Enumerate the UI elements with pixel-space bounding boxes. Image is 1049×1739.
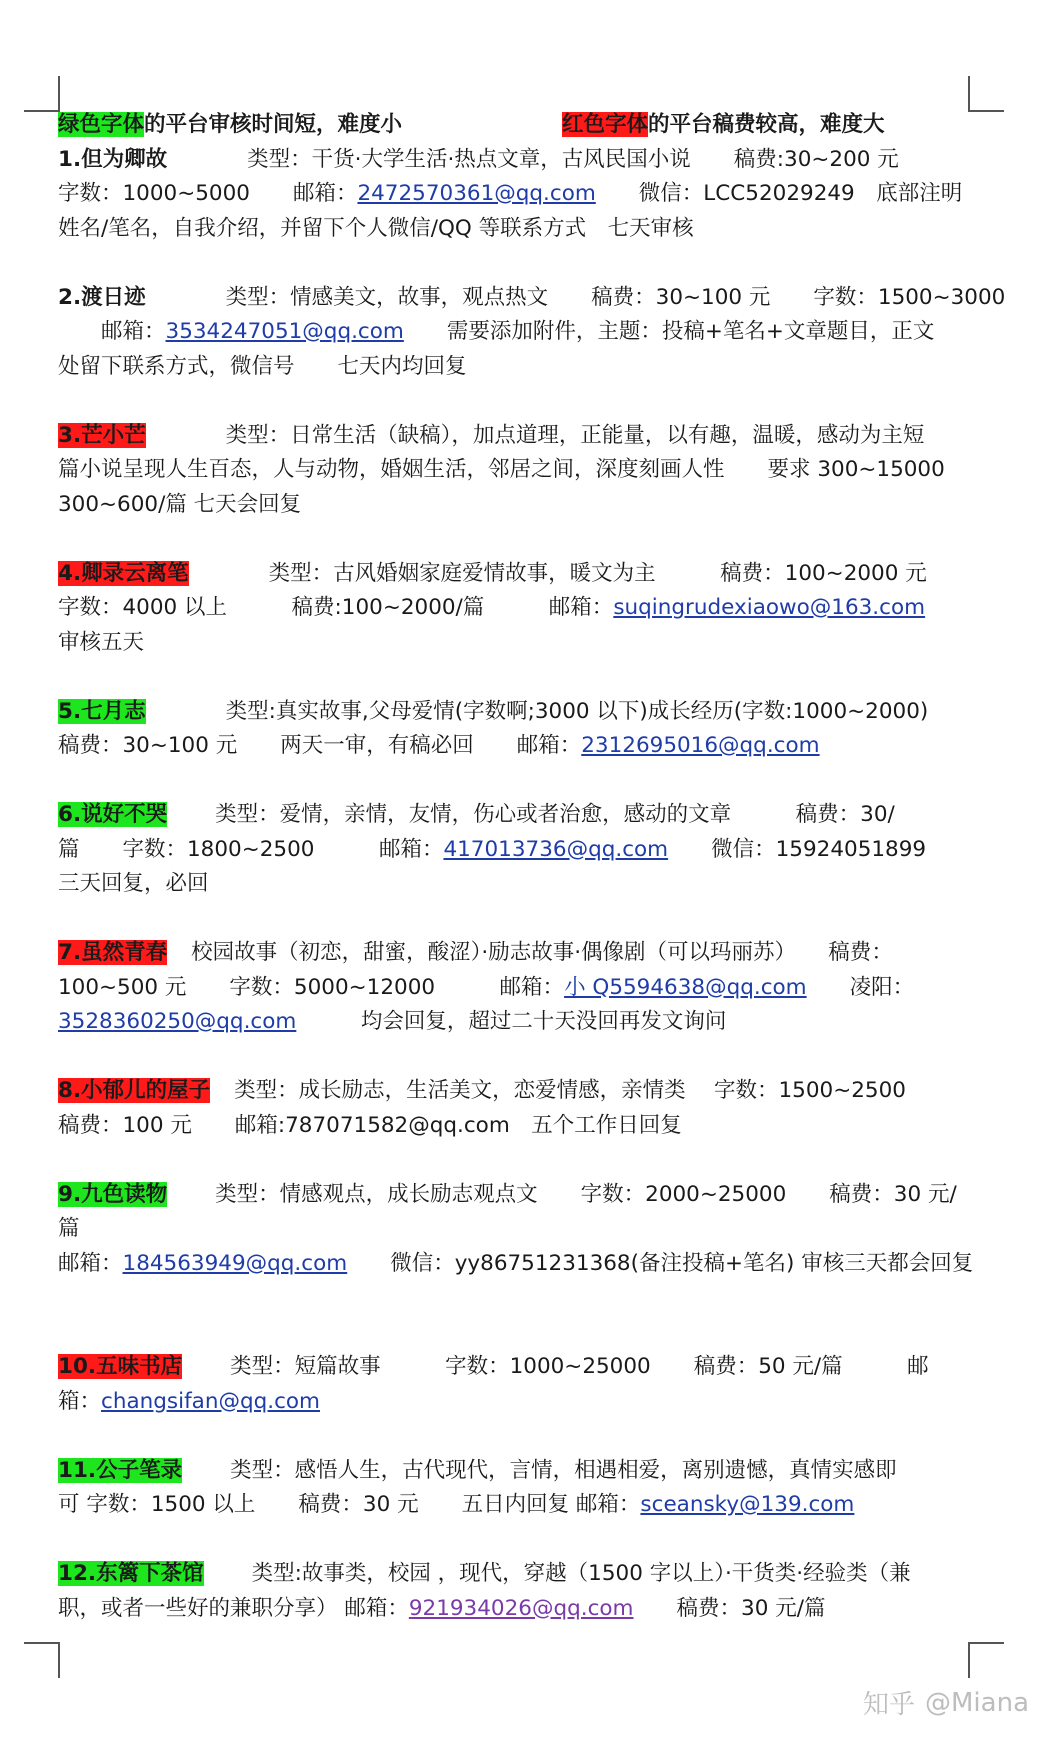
entry-line: 稿费：100 元 邮箱:787071582@qq.com 五个工作日回复: [58, 1112, 682, 1138]
entry-line: 均会回复，超过二十天没回再发文询问: [296, 1009, 727, 1034]
corner-mark-top-left: [24, 76, 60, 112]
entry-line: 邮箱：: [58, 1250, 123, 1276]
entry-line: 300~600/篇 七天会回复: [58, 491, 302, 517]
entry-line: 微信：yy86751231368(备注投稿+笔名) 审核三天都会回复: [347, 1250, 974, 1276]
entry-title: 9.九色读物: [58, 1181, 168, 1207]
entry-9: [58, 1178, 972, 1282]
entry-8: [58, 1074, 972, 1143]
watermark-site: 知乎: [862, 1690, 915, 1720]
entry-10: [58, 1350, 972, 1419]
entry-line: 类型：爱情，亲情，友情，伤心或者治愈，感动的文章 稿费：30/: [215, 802, 895, 827]
entry-title: 2.渡日迹: [58, 284, 146, 310]
entry-4: [58, 557, 972, 661]
entry-line: 需要添加附件，主题：投稿+笔名+文章题目，正文: [403, 319, 935, 344]
entry-line: 稿费：30 元/篇: [633, 1595, 826, 1621]
entry-line: 100~500 元 字数：5000~12000 邮箱：: [58, 974, 565, 1000]
email-link[interactable]: 417013736@qq.com: [443, 836, 669, 862]
entry-line: 处留下联系方式，微信号 七天内均回复: [58, 353, 467, 379]
email-link[interactable]: changsifan@qq.com: [101, 1388, 321, 1414]
email-link[interactable]: 2312695016@qq.com: [581, 733, 820, 758]
entry-line: 微信：15924051899: [668, 836, 927, 862]
corner-mark-bottom-right: [968, 1642, 1004, 1678]
entry-line: 字数：4000 以上 稿费:100~2000/篇 邮箱：: [58, 595, 614, 620]
entry-line: 类型：干货·大学生活·热点文章，古风民国小说 稿费:30~200 元: [247, 146, 899, 172]
entry-5: [58, 695, 972, 764]
entry-line: 稿费：30~100 元 两天一审，有稿必回 邮箱：: [58, 733, 582, 758]
entry-title: 5.七月志: [58, 698, 146, 724]
watermark: [863, 1684, 1029, 1721]
legend-red-text: 的平台稿费较高，难度大: [648, 112, 885, 137]
entry-2: [58, 281, 1006, 385]
entry-line: 可 字数：1500 以上 稿费：30 元 五日内回复 邮箱：: [58, 1492, 641, 1517]
entry-line: 类型：感悟人生，古代现代，言情，相遇相爱，离别遗憾，真情实感即: [230, 1457, 897, 1483]
entry-title: 12.东篱下茶馆: [58, 1561, 204, 1586]
corner-mark-bottom-left: [24, 1642, 60, 1678]
entry-line: 校园故事（初恋，甜蜜，酸涩）·励志故事·偶像剧（可以玛丽苏） 稿费：: [191, 940, 893, 965]
entry-6: [58, 798, 972, 902]
email-link[interactable]: 921934026@qq.com: [408, 1595, 634, 1621]
entry-line: 职，或者一些好的兼职分享） 邮箱：: [58, 1595, 409, 1621]
entry-line: 类型:真实故事,父母爱情(字数啊;3000 以下)成长经历(字数:1000~2000): [225, 698, 929, 724]
entry-title: 10.五味书店: [58, 1354, 183, 1379]
entry-line: 篇: [58, 1216, 80, 1241]
entry-line: 邮箱：: [58, 319, 166, 344]
entry-line: 篇小说呈现人生百态，人与动物，婚姻生活，邻居之间，深度刻画人性 要求 300~15000: [58, 457, 945, 482]
email-link[interactable]: 2472570361@qq.com: [357, 181, 596, 206]
entry-line: 凌阳：: [806, 974, 915, 1000]
entry-title: 3.芒小芒: [58, 422, 146, 448]
email-link[interactable]: 184563949@qq.com: [122, 1250, 348, 1276]
entry-line: 篇 字数：1800~2500 邮箱：: [58, 836, 444, 862]
entry-line: 类型：短篇故事 字数：1000~25000 稿费：50 元/篇 邮: [230, 1354, 929, 1379]
entry-title: 6.说好不哭: [58, 802, 168, 827]
entry-1: [58, 143, 972, 247]
entry-title: 7.虽然青春: [58, 940, 168, 965]
entry-line: 类型：成长励志，生活美文，恋爱情感，亲情类 字数：1500~2500: [234, 1078, 906, 1103]
email-link[interactable]: sceansky@139.com: [640, 1492, 855, 1517]
entry-line: 类型：古风婚姻家庭爱情故事，暖文为主 稿费：100~2000 元: [268, 560, 927, 586]
entry-line: 类型:故事类，校园 ，现代，穿越（1500 字以上）·干货类·经验类（兼: [251, 1561, 911, 1586]
legend-line: [58, 108, 972, 143]
legend-green-text: 的平台审核时间短，难度小: [144, 112, 403, 137]
legend-red-tag: 红色字体: [562, 112, 649, 137]
watermark-user: @Miana: [925, 1687, 1029, 1718]
email-link[interactable]: 3534247051@qq.com: [165, 319, 404, 344]
entry-line: 姓名/笔名，自我介绍，并留下个人微信/QQ 等联系方式 七天审核: [58, 215, 694, 241]
entry-7: [58, 936, 972, 1040]
entry-line: 类型：日常生活（缺稿），加点道理，正能量，以有趣，温暖，感动为主短: [225, 422, 925, 448]
entry-3: [58, 419, 972, 523]
entry-title: 1.但为卿故: [58, 146, 168, 172]
entry-title: 8.小郁儿的屋子: [58, 1078, 211, 1103]
entry-line: 审核五天: [58, 629, 145, 655]
legend-green-tag: 绿色字体: [58, 112, 145, 137]
email-link[interactable]: 小 Q5594638@qq.com: [564, 974, 807, 1000]
email-link[interactable]: suqingrudexiaowo@163.com: [613, 595, 926, 620]
email-link[interactable]: 3528360250@qq.com: [58, 1009, 297, 1034]
entry-11: [58, 1454, 972, 1523]
entry-line: 字数：1000~5000 邮箱：: [58, 181, 358, 206]
entry-line: 类型：情感观点，成长励志观点文 字数：2000~25000 稿费：30 元/: [215, 1181, 957, 1207]
entry-line: 微信：LCC52029249 底部注明: [595, 181, 963, 206]
document-body: [58, 108, 1006, 1626]
entry-12: [58, 1557, 972, 1626]
corner-mark-top-right: [968, 76, 1004, 112]
entry-title: 4.卿录云离笔: [58, 560, 189, 586]
entry-line: 箱：: [58, 1388, 102, 1414]
entry-line: 类型：情感美文，故事，观点热文 稿费：30~100 元 字数：1500~3000: [225, 284, 1006, 310]
entry-line: 三天回复，必回: [58, 871, 209, 896]
entry-title: 11.公子笔录: [58, 1457, 183, 1483]
